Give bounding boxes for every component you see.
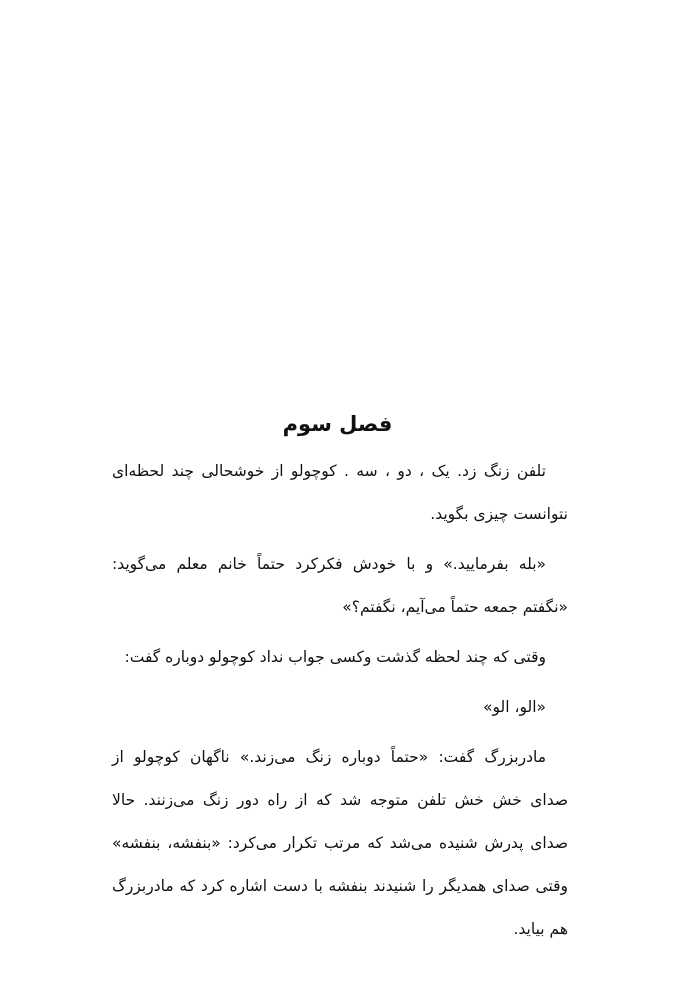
chapter-title: فصل سوم [282, 412, 393, 437]
paragraph: مادربزرگ گفت: «حتماً دوباره زنگ می‌زند.» ناگهان کوچولو از صدای خش خش تلفن متوجه شد که از راه دور زنگ می‌زنند. حالا صدای پدرش شنیده می‌شد که مرتب تکرار می‌کرد: «بنفشه، بنفشه» وقتی صدای همدیگر را شنیدند بنفشه با دست اشاره کرد که مادربزرگ هم بیاید. [112, 748, 568, 938]
paragraph: وقتی که چند لحظه گذشت وکسی جواب نداد کوچولو دوباره گفت: [124, 648, 546, 666]
paragraph: «بله بفرمایید.» و با خودش فکرکرد حتماً خانم معلم می‌گوید: «نگفتم جمعه حتماً می‌آیم، نگفتم؟» [112, 555, 568, 616]
paragraph: تلفن زنگ زد. یک ، دو ، سه . کوچولو از خوشحالی چند لحظه‌ای نتوانست چیزی بگوید. [112, 462, 568, 523]
paragraph: «الو، الو» [483, 698, 546, 716]
chapter-body [112, 450, 568, 958]
